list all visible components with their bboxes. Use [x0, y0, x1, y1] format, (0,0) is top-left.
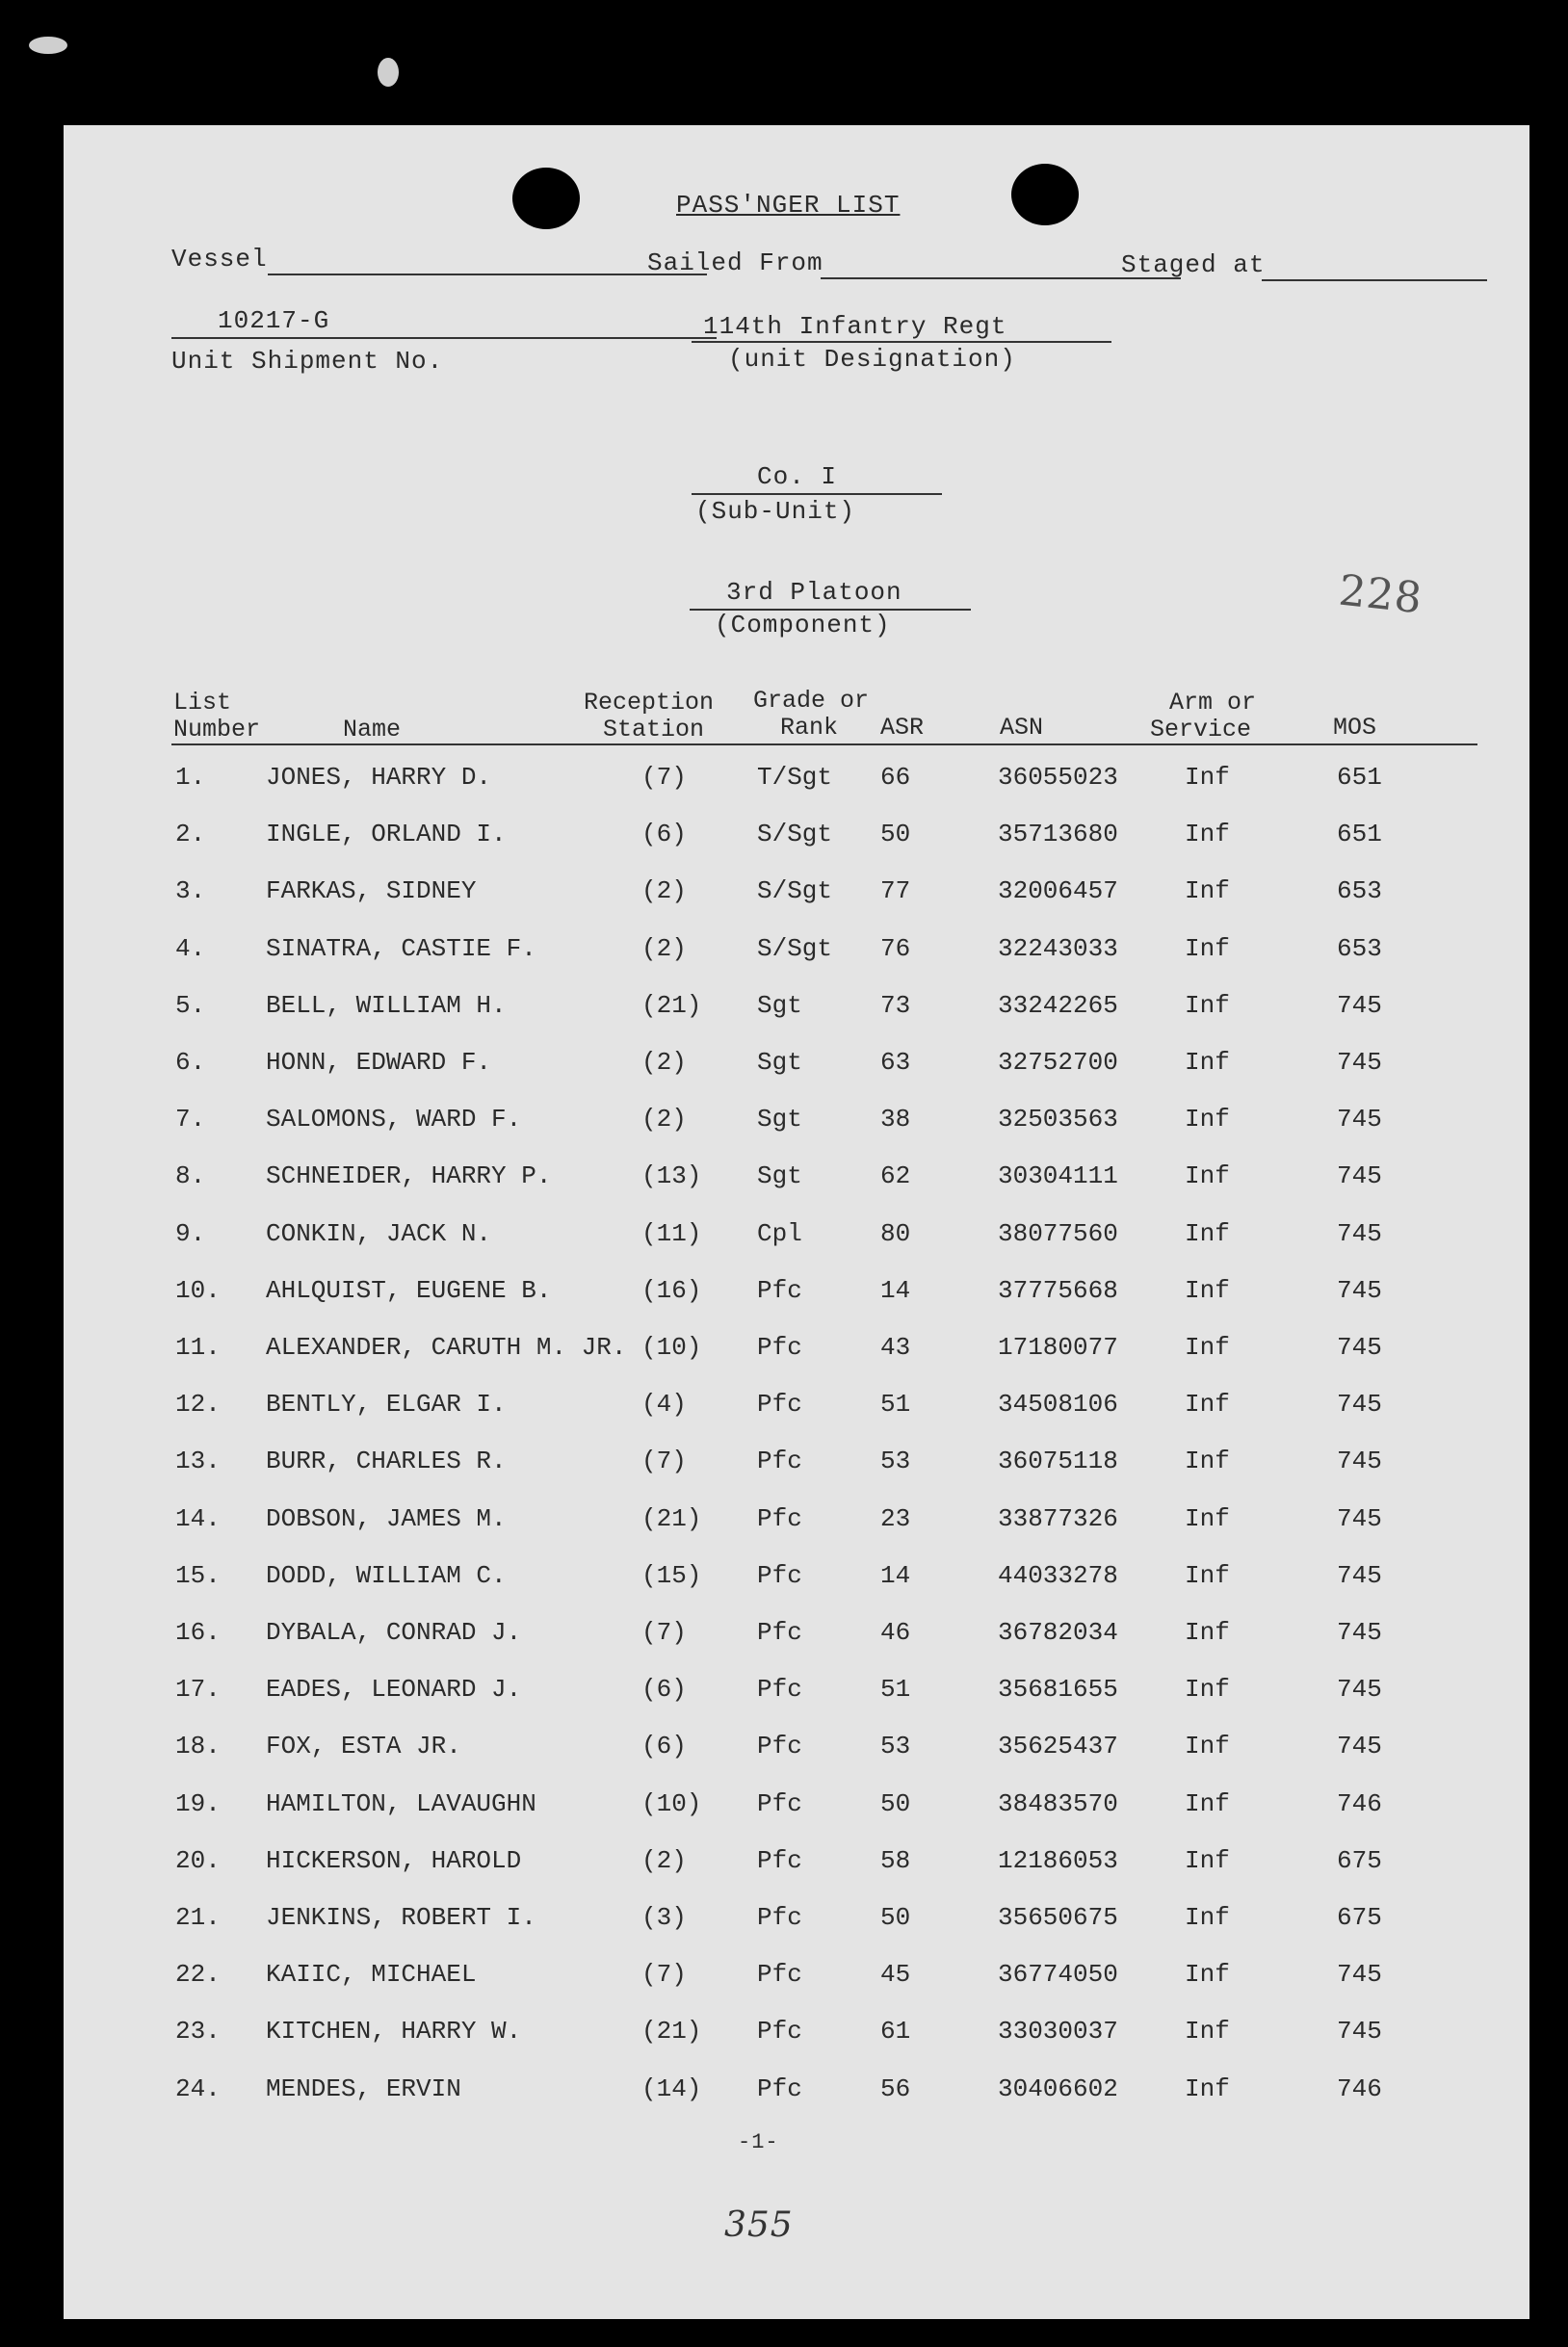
row-asr: 73	[880, 990, 911, 1020]
row-grade: Pfc	[757, 1275, 802, 1305]
row-grade: S/Sgt	[757, 876, 833, 906]
sub-unit-label: (Sub-Unit)	[695, 497, 856, 526]
header-list-number-line2: Number	[173, 716, 261, 743]
row-reception-station: (7)	[641, 1960, 687, 1990]
table-row	[64, 1675, 1529, 1713]
row-grade: Pfc	[757, 1447, 802, 1476]
header-mos: MOS	[1333, 714, 1377, 742]
row-mos: 745	[1337, 1161, 1382, 1191]
row-grade: Cpl	[757, 1218, 802, 1248]
corner-page-number: 228	[1336, 565, 1425, 624]
row-mos: 745	[1337, 2017, 1382, 2047]
row-arm-service: Inf	[1185, 876, 1230, 906]
row-grade: Pfc	[757, 1333, 802, 1362]
row-name: JENKINS, ROBERT I.	[266, 1903, 536, 1932]
row-grade: Sgt	[757, 1048, 802, 1077]
row-mos: 745	[1337, 1218, 1382, 1248]
row-number: 14.	[175, 1503, 221, 1533]
row-arm-service: Inf	[1185, 1503, 1230, 1533]
row-name: HONN, EDWARD F.	[266, 1048, 492, 1077]
table-row	[64, 1390, 1529, 1428]
row-grade: Pfc	[757, 1960, 802, 1990]
row-asr: 53	[880, 1732, 911, 1761]
row-grade: Pfc	[757, 2073, 802, 2103]
row-mos: 745	[1337, 1675, 1382, 1705]
row-arm-service: Inf	[1185, 1390, 1230, 1420]
row-reception-station: (21)	[641, 1503, 702, 1533]
row-asn: 34508106	[998, 1390, 1118, 1420]
row-reception-station: (6)	[641, 1675, 687, 1705]
row-reception-station: (2)	[641, 933, 687, 963]
row-number: 1.	[175, 763, 206, 792]
row-arm-service: Inf	[1185, 1333, 1230, 1362]
row-reception-station: (2)	[641, 1048, 687, 1077]
sub-unit: Co. I	[757, 462, 838, 491]
row-reception-station: (4)	[641, 1390, 687, 1420]
row-reception-station: (10)	[641, 1788, 702, 1818]
row-asn: 38077560	[998, 1218, 1118, 1248]
row-arm-service: Inf	[1185, 1960, 1230, 1990]
row-asn: 33242265	[998, 990, 1118, 1020]
table-row	[64, 934, 1529, 973]
table-row	[64, 2017, 1529, 2055]
row-asn: 36774050	[998, 1960, 1118, 1990]
row-asn: 30406602	[998, 2073, 1118, 2103]
row-arm-service: Inf	[1185, 1218, 1230, 1248]
row-asr: 43	[880, 1333, 911, 1362]
table-row	[64, 1789, 1529, 1828]
row-asr: 45	[880, 1960, 911, 1990]
row-reception-station: (16)	[641, 1275, 702, 1305]
row-grade: Pfc	[757, 1675, 802, 1705]
row-number: 24.	[175, 2073, 221, 2103]
row-name: FOX, ESTA JR.	[266, 1732, 461, 1761]
row-number: 6.	[175, 1048, 206, 1077]
table-row	[64, 1333, 1529, 1371]
row-asr: 77	[880, 876, 911, 906]
row-reception-station: (6)	[641, 820, 687, 849]
row-mos: 745	[1337, 1275, 1382, 1305]
header-grade-line2: Rank	[780, 714, 839, 742]
row-asn: 35650675	[998, 1903, 1118, 1932]
row-arm-service: Inf	[1185, 1788, 1230, 1818]
row-grade: Pfc	[757, 1560, 802, 1590]
sub-unit-line	[692, 493, 942, 495]
row-asn: 37775668	[998, 1275, 1118, 1305]
row-asr: 51	[880, 1390, 911, 1420]
row-asr: 50	[880, 1903, 911, 1932]
row-reception-station: (15)	[641, 1560, 702, 1590]
row-grade: Sgt	[757, 1105, 802, 1134]
row-reception-station: (11)	[641, 1218, 702, 1248]
row-name: SALOMONS, WARD F.	[266, 1105, 522, 1134]
header-grade-rank	[753, 688, 869, 742]
row-grade: Pfc	[757, 1788, 802, 1818]
header-name: Name	[343, 716, 402, 743]
row-number: 3.	[175, 876, 206, 906]
row-asr: 80	[880, 1218, 911, 1248]
row-number: 11.	[175, 1333, 221, 1362]
row-asr: 50	[880, 820, 911, 849]
table-row	[64, 876, 1529, 915]
document-page	[64, 125, 1529, 2319]
header-grade-line1: Grade or	[753, 687, 870, 715]
row-number: 4.	[175, 933, 206, 963]
header-reception-station	[584, 690, 714, 743]
row-asn: 36075118	[998, 1447, 1118, 1476]
row-asr: 46	[880, 1618, 911, 1647]
row-number: 10.	[175, 1275, 221, 1305]
row-mos: 653	[1337, 876, 1382, 906]
row-arm-service: Inf	[1185, 1845, 1230, 1875]
table-row	[64, 1960, 1529, 1998]
header-asr: ASR	[880, 714, 925, 742]
sailed-from-label: Sailed From	[647, 248, 823, 277]
row-arm-service: Inf	[1185, 1161, 1230, 1191]
row-reception-station: (14)	[641, 2073, 702, 2103]
row-mos: 745	[1337, 1333, 1382, 1362]
row-name: BENTLY, ELGAR I.	[266, 1390, 507, 1420]
table-row	[64, 1105, 1529, 1143]
row-mos: 745	[1337, 1048, 1382, 1077]
row-name: FARKAS, SIDNEY	[266, 876, 477, 906]
row-arm-service: Inf	[1185, 990, 1230, 1020]
row-arm-service: Inf	[1185, 820, 1230, 849]
row-arm-service: Inf	[1185, 1618, 1230, 1647]
row-reception-station: (2)	[641, 1845, 687, 1875]
row-asn: 30304111	[998, 1161, 1118, 1191]
row-number: 2.	[175, 820, 206, 849]
row-asn: 44033278	[998, 1560, 1118, 1590]
row-mos: 745	[1337, 1560, 1382, 1590]
row-name: JONES, HARRY D.	[266, 763, 492, 792]
row-arm-service: Inf	[1185, 1048, 1230, 1077]
row-asn: 32752700	[998, 1048, 1118, 1077]
row-asn: 33030037	[998, 2017, 1118, 2047]
component: 3rd Platoon	[726, 578, 902, 607]
row-name: MENDES, ERVIN	[266, 2073, 461, 2103]
row-number: 23.	[175, 2017, 221, 2047]
row-reception-station: (21)	[641, 990, 702, 1020]
table-row	[64, 1447, 1529, 1485]
row-asr: 66	[880, 763, 911, 792]
row-asn: 33877326	[998, 1503, 1118, 1533]
row-name: SINATRA, CASTIE F.	[266, 933, 536, 963]
row-name: BURR, CHARLES R.	[266, 1447, 507, 1476]
handwritten-number: 355	[724, 2205, 794, 2245]
unit-designation: 114th Infantry Regt	[703, 312, 1007, 341]
row-mos: 745	[1337, 1390, 1382, 1420]
row-asn: 36782034	[998, 1618, 1118, 1647]
row-asr: 58	[880, 1845, 911, 1875]
row-arm-service: Inf	[1185, 933, 1230, 963]
page-footer: -1-	[738, 2130, 779, 2154]
row-grade: Pfc	[757, 1903, 802, 1932]
header-arm-line2: Service	[1150, 716, 1252, 743]
row-grade: T/Sgt	[757, 763, 833, 792]
row-asr: 76	[880, 933, 911, 963]
row-asn: 32503563	[998, 1105, 1118, 1134]
row-number: 17.	[175, 1675, 221, 1705]
row-name: HAMILTON, LAVAUGHN	[266, 1788, 536, 1818]
row-arm-service: Inf	[1185, 1732, 1230, 1761]
table-row	[64, 1903, 1529, 1942]
header-reception-line1: Reception	[584, 689, 715, 717]
row-name: KAIIC, MICHAEL	[266, 1960, 477, 1990]
row-asn: 32006457	[998, 876, 1118, 906]
row-number: 15.	[175, 1560, 221, 1590]
row-arm-service: Inf	[1185, 1675, 1230, 1705]
row-grade: Sgt	[757, 990, 802, 1020]
row-asn: 17180077	[998, 1333, 1118, 1362]
table-row	[64, 820, 1529, 858]
row-asn: 35681655	[998, 1675, 1118, 1705]
row-arm-service: Inf	[1185, 1903, 1230, 1932]
header-underline	[171, 743, 1477, 745]
row-reception-station: (13)	[641, 1161, 702, 1191]
row-mos: 651	[1337, 820, 1382, 849]
header-arm-line1: Arm or	[1169, 689, 1257, 717]
row-number: 12.	[175, 1390, 221, 1420]
row-mos: 675	[1337, 1903, 1382, 1932]
row-name: EADES, LEONARD J.	[266, 1675, 522, 1705]
row-asn: 12186053	[998, 1845, 1118, 1875]
row-asn: 36055023	[998, 763, 1118, 792]
unit-shipment-label: Unit Shipment No.	[171, 347, 444, 376]
header-arm-service	[1150, 690, 1256, 743]
row-grade: S/Sgt	[757, 820, 833, 849]
row-mos: 745	[1337, 1732, 1382, 1761]
row-arm-service: Inf	[1185, 763, 1230, 792]
row-grade: Sgt	[757, 1161, 802, 1191]
row-asr: 50	[880, 1788, 911, 1818]
unit-shipment-number: 10217-G	[218, 306, 330, 335]
row-mos: 745	[1337, 990, 1382, 1020]
row-name: ALEXANDER, CARUTH M. JR.	[266, 1333, 627, 1362]
row-mos: 745	[1337, 1105, 1382, 1134]
row-asr: 51	[880, 1675, 911, 1705]
punch-hole-left	[512, 168, 580, 229]
staged-at-label: Staged at	[1121, 250, 1266, 279]
dust-speck	[29, 37, 67, 54]
vessel-line	[268, 274, 707, 275]
row-reception-station: (7)	[641, 763, 687, 792]
row-arm-service: Inf	[1185, 1105, 1230, 1134]
row-asr: 63	[880, 1048, 911, 1077]
table-row	[64, 1048, 1529, 1086]
row-asn: 38483570	[998, 1788, 1118, 1818]
table-row	[64, 1504, 1529, 1543]
row-number: 16.	[175, 1618, 221, 1647]
table-row	[64, 991, 1529, 1030]
row-name: DYBALA, CONRAD J.	[266, 1618, 522, 1647]
row-mos: 653	[1337, 933, 1382, 963]
row-asr: 56	[880, 2073, 911, 2103]
row-asr: 14	[880, 1560, 911, 1590]
row-grade: Pfc	[757, 1503, 802, 1533]
component-label: (Component)	[715, 611, 891, 639]
header-asn: ASN	[1000, 714, 1044, 742]
row-mos: 745	[1337, 1447, 1382, 1476]
table-row	[64, 763, 1529, 801]
row-asr: 53	[880, 1447, 911, 1476]
row-mos: 675	[1337, 1845, 1382, 1875]
row-mos: 746	[1337, 2073, 1382, 2103]
row-reception-station: (3)	[641, 1903, 687, 1932]
staged-at-line	[1262, 279, 1487, 281]
row-reception-station: (6)	[641, 1732, 687, 1761]
header-reception-line2: Station	[603, 716, 705, 743]
punch-hole-right	[1011, 164, 1079, 225]
row-reception-station: (7)	[641, 1618, 687, 1647]
row-mos: 651	[1337, 763, 1382, 792]
table-row	[64, 1732, 1529, 1770]
row-asn: 35713680	[998, 820, 1118, 849]
row-asr: 61	[880, 2017, 911, 2047]
row-number: 5.	[175, 990, 206, 1020]
row-number: 20.	[175, 1845, 221, 1875]
unit-shipment-line	[171, 337, 717, 339]
row-grade: Pfc	[757, 1618, 802, 1647]
row-name: BELL, WILLIAM H.	[266, 990, 507, 1020]
row-number: 19.	[175, 1788, 221, 1818]
row-grade: Pfc	[757, 2017, 802, 2047]
dust-speck	[378, 58, 399, 87]
unit-designation-label: (unit Designation)	[728, 345, 1016, 374]
row-name: HICKERSON, HAROLD	[266, 1845, 522, 1875]
row-arm-service: Inf	[1185, 2073, 1230, 2103]
table-row	[64, 1618, 1529, 1656]
row-grade: Pfc	[757, 1732, 802, 1761]
row-number: 7.	[175, 1105, 206, 1134]
row-arm-service: Inf	[1185, 1447, 1230, 1476]
row-asn: 35625437	[998, 1732, 1118, 1761]
row-reception-station: (2)	[641, 1105, 687, 1134]
row-number: 9.	[175, 1218, 206, 1248]
row-reception-station: (10)	[641, 1333, 702, 1362]
row-arm-service: Inf	[1185, 1560, 1230, 1590]
row-asr: 23	[880, 1503, 911, 1533]
row-asr: 62	[880, 1161, 911, 1191]
row-name: CONKIN, JACK N.	[266, 1218, 492, 1248]
row-name: SCHNEIDER, HARRY P.	[266, 1161, 552, 1191]
row-asr: 38	[880, 1105, 911, 1134]
row-number: 13.	[175, 1447, 221, 1476]
unit-designation-line	[692, 341, 1111, 343]
header-list-number-line1: List	[173, 689, 232, 717]
row-grade: S/Sgt	[757, 933, 833, 963]
row-mos: 745	[1337, 1960, 1382, 1990]
row-number: 22.	[175, 1960, 221, 1990]
row-reception-station: (2)	[641, 876, 687, 906]
row-arm-service: Inf	[1185, 1275, 1230, 1305]
table-row	[64, 2074, 1529, 2113]
row-asr: 14	[880, 1275, 911, 1305]
row-name: DODD, WILLIAM C.	[266, 1560, 507, 1590]
document-title: PASS'NGER LIST	[676, 191, 901, 220]
table-row	[64, 1846, 1529, 1885]
table-row	[64, 1219, 1529, 1258]
header-list-number	[173, 690, 260, 743]
table-row	[64, 1276, 1529, 1315]
row-name: DOBSON, JAMES M.	[266, 1503, 507, 1533]
row-name: AHLQUIST, EUGENE B.	[266, 1275, 552, 1305]
row-mos: 746	[1337, 1788, 1382, 1818]
row-grade: Pfc	[757, 1390, 802, 1420]
row-number: 18.	[175, 1732, 221, 1761]
row-grade: Pfc	[757, 1845, 802, 1875]
table-row	[64, 1161, 1529, 1200]
row-mos: 745	[1337, 1618, 1382, 1647]
table-row	[64, 1561, 1529, 1600]
vessel-label: Vessel	[171, 245, 268, 274]
row-mos: 745	[1337, 1503, 1382, 1533]
row-name: KITCHEN, HARRY W.	[266, 2017, 522, 2047]
row-number: 21.	[175, 1903, 221, 1932]
row-asn: 32243033	[998, 933, 1118, 963]
row-name: INGLE, ORLAND I.	[266, 820, 507, 849]
row-reception-station: (21)	[641, 2017, 702, 2047]
row-arm-service: Inf	[1185, 2017, 1230, 2047]
row-reception-station: (7)	[641, 1447, 687, 1476]
row-number: 8.	[175, 1161, 206, 1191]
